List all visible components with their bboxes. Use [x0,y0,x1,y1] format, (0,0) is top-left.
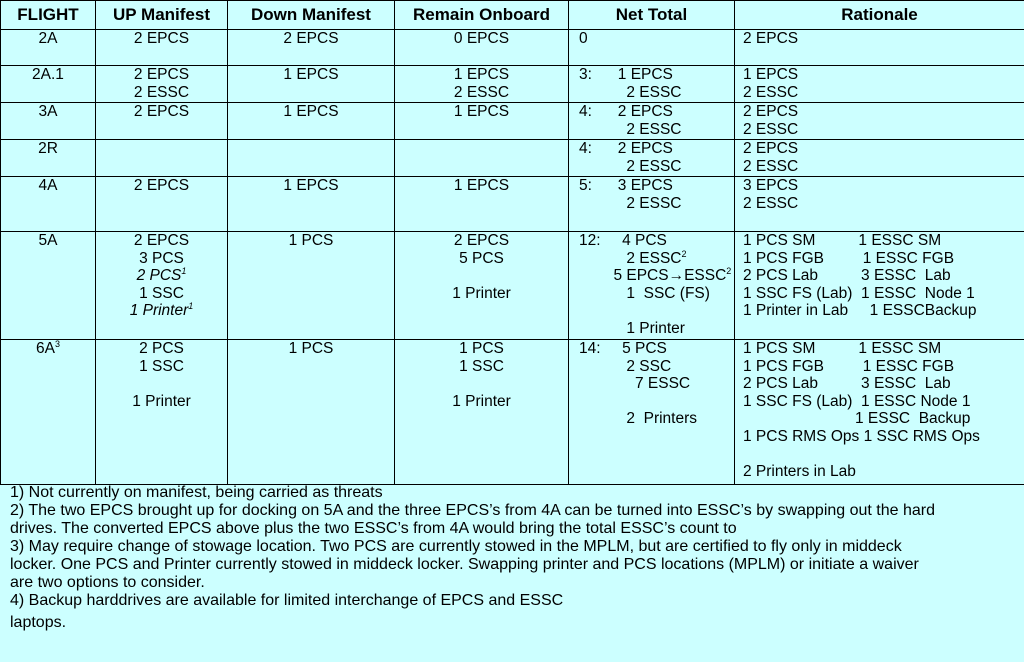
table-row [1,66,1024,103]
rationale-cell: 3 EPCS 2 ESSC [735,177,1024,232]
table-row [1,140,1024,177]
table-row [1,30,1024,66]
down-cell: 1 PCS [228,340,395,485]
footnote-4: 4) Backup harddrives are available for limited interchange of EPCS and ESSC [10,592,564,609]
footnote-mark: 2 [681,248,687,259]
up-cell: 2 EPCS [96,30,228,66]
net-cell: 0 [569,30,735,66]
remain-cell: 1 EPCS [395,103,569,140]
footnote-1: 1) Not currently on manifest, being carried as threats [10,484,383,501]
up-cell: 2 PCS 1 SSC 1 Printer [96,340,228,485]
footnote-mark: 3 [54,339,60,349]
footnote-mark: 1 [188,301,194,311]
net-cell: 5: 3 EPCS 2 ESSC [569,177,735,232]
up-cell: 2 EPCS 2 ESSC [96,66,228,103]
header-flight: FLIGHT [1,1,96,30]
remain-cell: 0 EPCS [395,30,569,66]
flight-cell: 2A [1,30,96,66]
up-cell: 2 EPCS 3 PCS 2 PCS$^1$ 1 SSC 1 Printer$^1$ [96,232,228,340]
down-cell: 1 EPCS [228,103,395,140]
footnote-mark: 1 [181,266,187,276]
table-row [1,232,1024,340]
header-up-manifest: UP Manifest [96,1,228,30]
flight-cell: 2A.1 [1,66,96,103]
footnotes [10,484,1018,632]
rationale-cell: 2 EPCS 2 ESSC [735,103,1024,140]
header-net-total: Net Total [569,1,735,30]
remain-cell: 1 PCS 1 SSC 1 Printer [395,340,569,485]
up-cell: 2 EPCS [96,103,228,140]
remain-cell: 1 EPCS [395,177,569,232]
net-cell: 14: 5 PCS 2 SSC 7 ESSC 2 Printers [569,340,735,485]
flight-cell: 3A [1,103,96,140]
footnote-4-cont: laptops. [10,614,67,631]
flight-cell: 2R [1,140,96,177]
table-row [1,340,1024,485]
flight-cell: $6A^3$ [1,340,96,485]
remain-cell [395,140,569,177]
net-cell: 3: 1 EPCS 2 ESSC [569,66,735,103]
net-cell: 4: 2 EPCS 2 ESSC [569,140,735,177]
down-cell: 1 EPCS [228,66,395,103]
down-cell: 1 PCS [228,232,395,340]
table-row [1,103,1024,140]
footnote-mark: 2 [726,266,732,276]
down-cell: 2 EPCS [228,30,395,66]
remain-cell: 1 EPCS 2 ESSC [395,66,569,103]
rationale-cell: 1 PCS SM 1 ESSC SM 1 PCS FGB 1 ESSC FGB 2 PCS Lab 3 ESSC Lab 1 SSC FS (Lab) 1 ESSC Node 1 1 ESSC Backup 1 PCS RMS Ops 1 SSC RMS Ops 2 Printers in Lab [735,340,1024,485]
header-remain-onboard: Remain Onboard [395,1,569,30]
down-cell [228,140,395,177]
flight-cell: 5A [1,232,96,340]
net-cell: 12: 4 PCS 2 ESSC$^2$ 5 $EPCS\to ESSC^2$ 1 SSC (FS) 1 Printer [569,232,735,340]
header-row [1,1,1024,30]
remain-cell: 2 EPCS 5 PCS 1 Printer [395,232,569,340]
footnote-2: 2) The two EPCS brought up for docking on 5A and the three EPCS’s from 4A can be turned into ESSC’s by swapping out the hard drives. The converted EPCS above plus the two ESSC’s from 4A would bring the total ESSC’s count to [10,502,936,537]
net-cell: 4: 2 EPCS 2 ESSC [569,103,735,140]
up-cell: 2 EPCS [96,177,228,232]
flight-cell: 4A [1,177,96,232]
header-down-manifest: Down Manifest [228,1,395,30]
rationale-cell: 2 EPCS 2 ESSC [735,140,1024,177]
rationale-cell: 2 EPCS [735,30,1024,66]
rationale-cell: 1 PCS SM 1 ESSC SM 1 PCS FGB 1 ESSC FGB 2 PCS Lab 3 ESSC Lab 1 SSC FS (Lab) 1 ESSC Node 1 1 Printer in Lab 1 ESSCBackup [735,232,1024,340]
header-rationale: Rationale [735,1,1024,30]
table-row [1,177,1024,232]
footnote-3: 3) May require change of stowage location. Two PCS are currently stowed in the MPLM, but are certified to fly only in middeck locker. One PCS and Printer currently stowed in middeck locker. Swapping printer and PCS locations (MPLM) or initiate a waiver are two options to consider. [10,538,919,591]
down-cell: 1 EPCS [228,177,395,232]
up-cell [96,140,228,177]
rationale-cell: 1 EPCS 2 ESSC [735,66,1024,103]
